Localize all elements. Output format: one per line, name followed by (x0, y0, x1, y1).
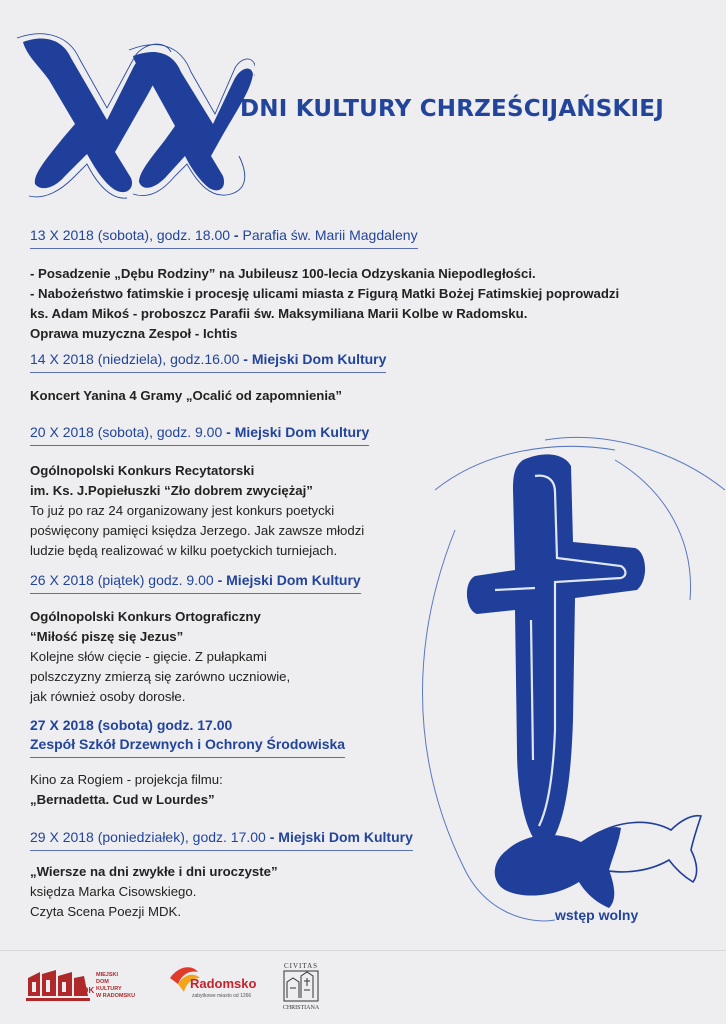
event-header: 13 X 2018 (sobota), godz. 18.00 - Parafia św. Marii Magdaleny (30, 226, 418, 249)
description-line: - Nabożeństwo fatimskie i procesję ulicami miasta z Figurą Matki Bożej Fatimskiej poprowadzi (30, 286, 620, 301)
description-line: Koncert Yanina 4 Gramy „Ocalić od zapomnienia” (30, 388, 342, 403)
description-line: jak również osoby dorosłe. (30, 689, 186, 704)
description-line: ludzie będą realizować w kilku poetyckich turniejach. (30, 543, 338, 558)
event-date: 29 X 2018 (poniedziałek), godz. 17.00 (30, 829, 266, 845)
mdk-logo-line: DOM (96, 979, 109, 985)
description-line: poświęcony pamięci księdza Jerzego. Jak zawsze młodzi (30, 523, 365, 538)
description-line: księdza Marka Cisowskiego. (30, 884, 197, 899)
description-line: Czyta Scena Poezji MDK. (30, 904, 181, 919)
civitas-top-text: CIVITAS (283, 962, 319, 970)
event-title-line: Ogólnopolski Konkurs Recytatorski (30, 463, 255, 478)
radomsko-wordmark: Radomsko (190, 976, 257, 991)
event-place: Miejski Dom Kultury (226, 572, 361, 588)
description-line: - Posadzenie „Dębu Rodziny” na Jubileusz 100-lecia Odzyskania Niepodległości. (30, 266, 536, 281)
event-4 (30, 571, 361, 594)
page-title: DNI KULTURY CHRZEŚCIJAŃSKIEJ (240, 96, 664, 122)
event-3-description (30, 461, 364, 561)
event-5 (30, 716, 345, 758)
mdk-logo-icon (26, 966, 156, 1006)
event-date: 20 X 2018 (sobota), godz. 9.00 (30, 424, 223, 440)
event-title-line: Ogólnopolski Konkurs Ortograficzny (30, 609, 261, 624)
description-line: To już po raz 24 organizowany jest konkurs poetycki (30, 503, 335, 518)
description-line: Oprawa muzyczna Zespoł - Ichtis (30, 326, 238, 341)
event-4-description (30, 607, 290, 707)
description-line: Kino za Rogiem - projekcja filmu: (30, 772, 223, 787)
roman-numeral-icon (15, 28, 255, 203)
event-title-line: „Wiersze na dni zwykłe i dni uroczyste” (30, 864, 278, 879)
event-date: 13 X 2018 (sobota), godz. 18.00 (30, 227, 231, 243)
event-title-line: „Bernadetta. Cud w Lourdes” (30, 792, 215, 807)
event-6-description (30, 862, 278, 922)
event-3 (30, 423, 369, 446)
event-header (30, 716, 345, 758)
description-line: polszczyzny zmierzą się zarówno uczniowie, (30, 669, 291, 684)
event-title-line: im. Ks. J.Popiełuszki “Zło dobrem zwyciężaj” (30, 483, 313, 498)
radomsko-tagline: zabytkowe miasto od 1266 (192, 993, 252, 999)
event-place: Miejski Dom Kultury (234, 424, 370, 440)
event-title-line: “Miłość piszę się Jezus” (30, 629, 184, 644)
event-date: 14 X 2018 (niedziela), godz.16.00 (30, 351, 240, 367)
event-place: Parafia św. Marii Magdaleny (242, 227, 418, 243)
event-place: Zespół Szkół Drzewnych i Ochrony Środowiska (30, 736, 346, 752)
admission-note: wstęp wolny (555, 907, 639, 923)
description-line: Kolejne słów cięcie - gięcie. Z pułapkami (30, 649, 267, 664)
event-2 (30, 350, 386, 373)
event-header: 26 X 2018 (piątek) godz. 9.00 - Miejski Dom Kultury (30, 571, 361, 594)
event-1 (30, 226, 418, 249)
mdk-logo-line: W RADOMSKU (96, 993, 136, 999)
event-6 (30, 828, 413, 851)
event-2-description (30, 386, 342, 406)
event-date: 27 X 2018 (sobota) godz. 17.00 (30, 717, 233, 733)
event-1-description (30, 264, 619, 344)
civitas-bottom-text: CHRISTIANA (282, 1005, 320, 1011)
cross-fish-artwork-icon (395, 430, 726, 930)
mdk-mark: MDK (76, 986, 95, 995)
footer-divider (0, 950, 726, 951)
event-header: 20 X 2018 (sobota), godz. 9.00 - Miejski Dom Kultury (30, 423, 369, 446)
event-5-description (30, 770, 223, 810)
event-place: Miejski Dom Kultury (251, 351, 387, 367)
event-header: 14 X 2018 (niedziela), godz.16.00 - Miejski Dom Kultury (30, 350, 386, 373)
civitas-christiana-logo-icon (278, 960, 324, 1012)
radomsko-logo-icon (168, 964, 268, 1008)
event-place: Miejski Dom Kultury (278, 829, 413, 845)
event-date: 26 X 2018 (piątek) godz. 9.00 (30, 572, 214, 588)
event-header: 29 X 2018 (poniedziałek), godz. 17.00 - Miejski Dom Kultury (30, 828, 413, 851)
description-line: ks. Adam Mikoś - proboszcz Parafii św. Maksymiliana Marii Kolbe w Radomsku. (30, 306, 528, 321)
mdk-logo-line: KULTURY (96, 986, 122, 992)
mdk-logo-line: MIEJSKI (96, 972, 119, 978)
